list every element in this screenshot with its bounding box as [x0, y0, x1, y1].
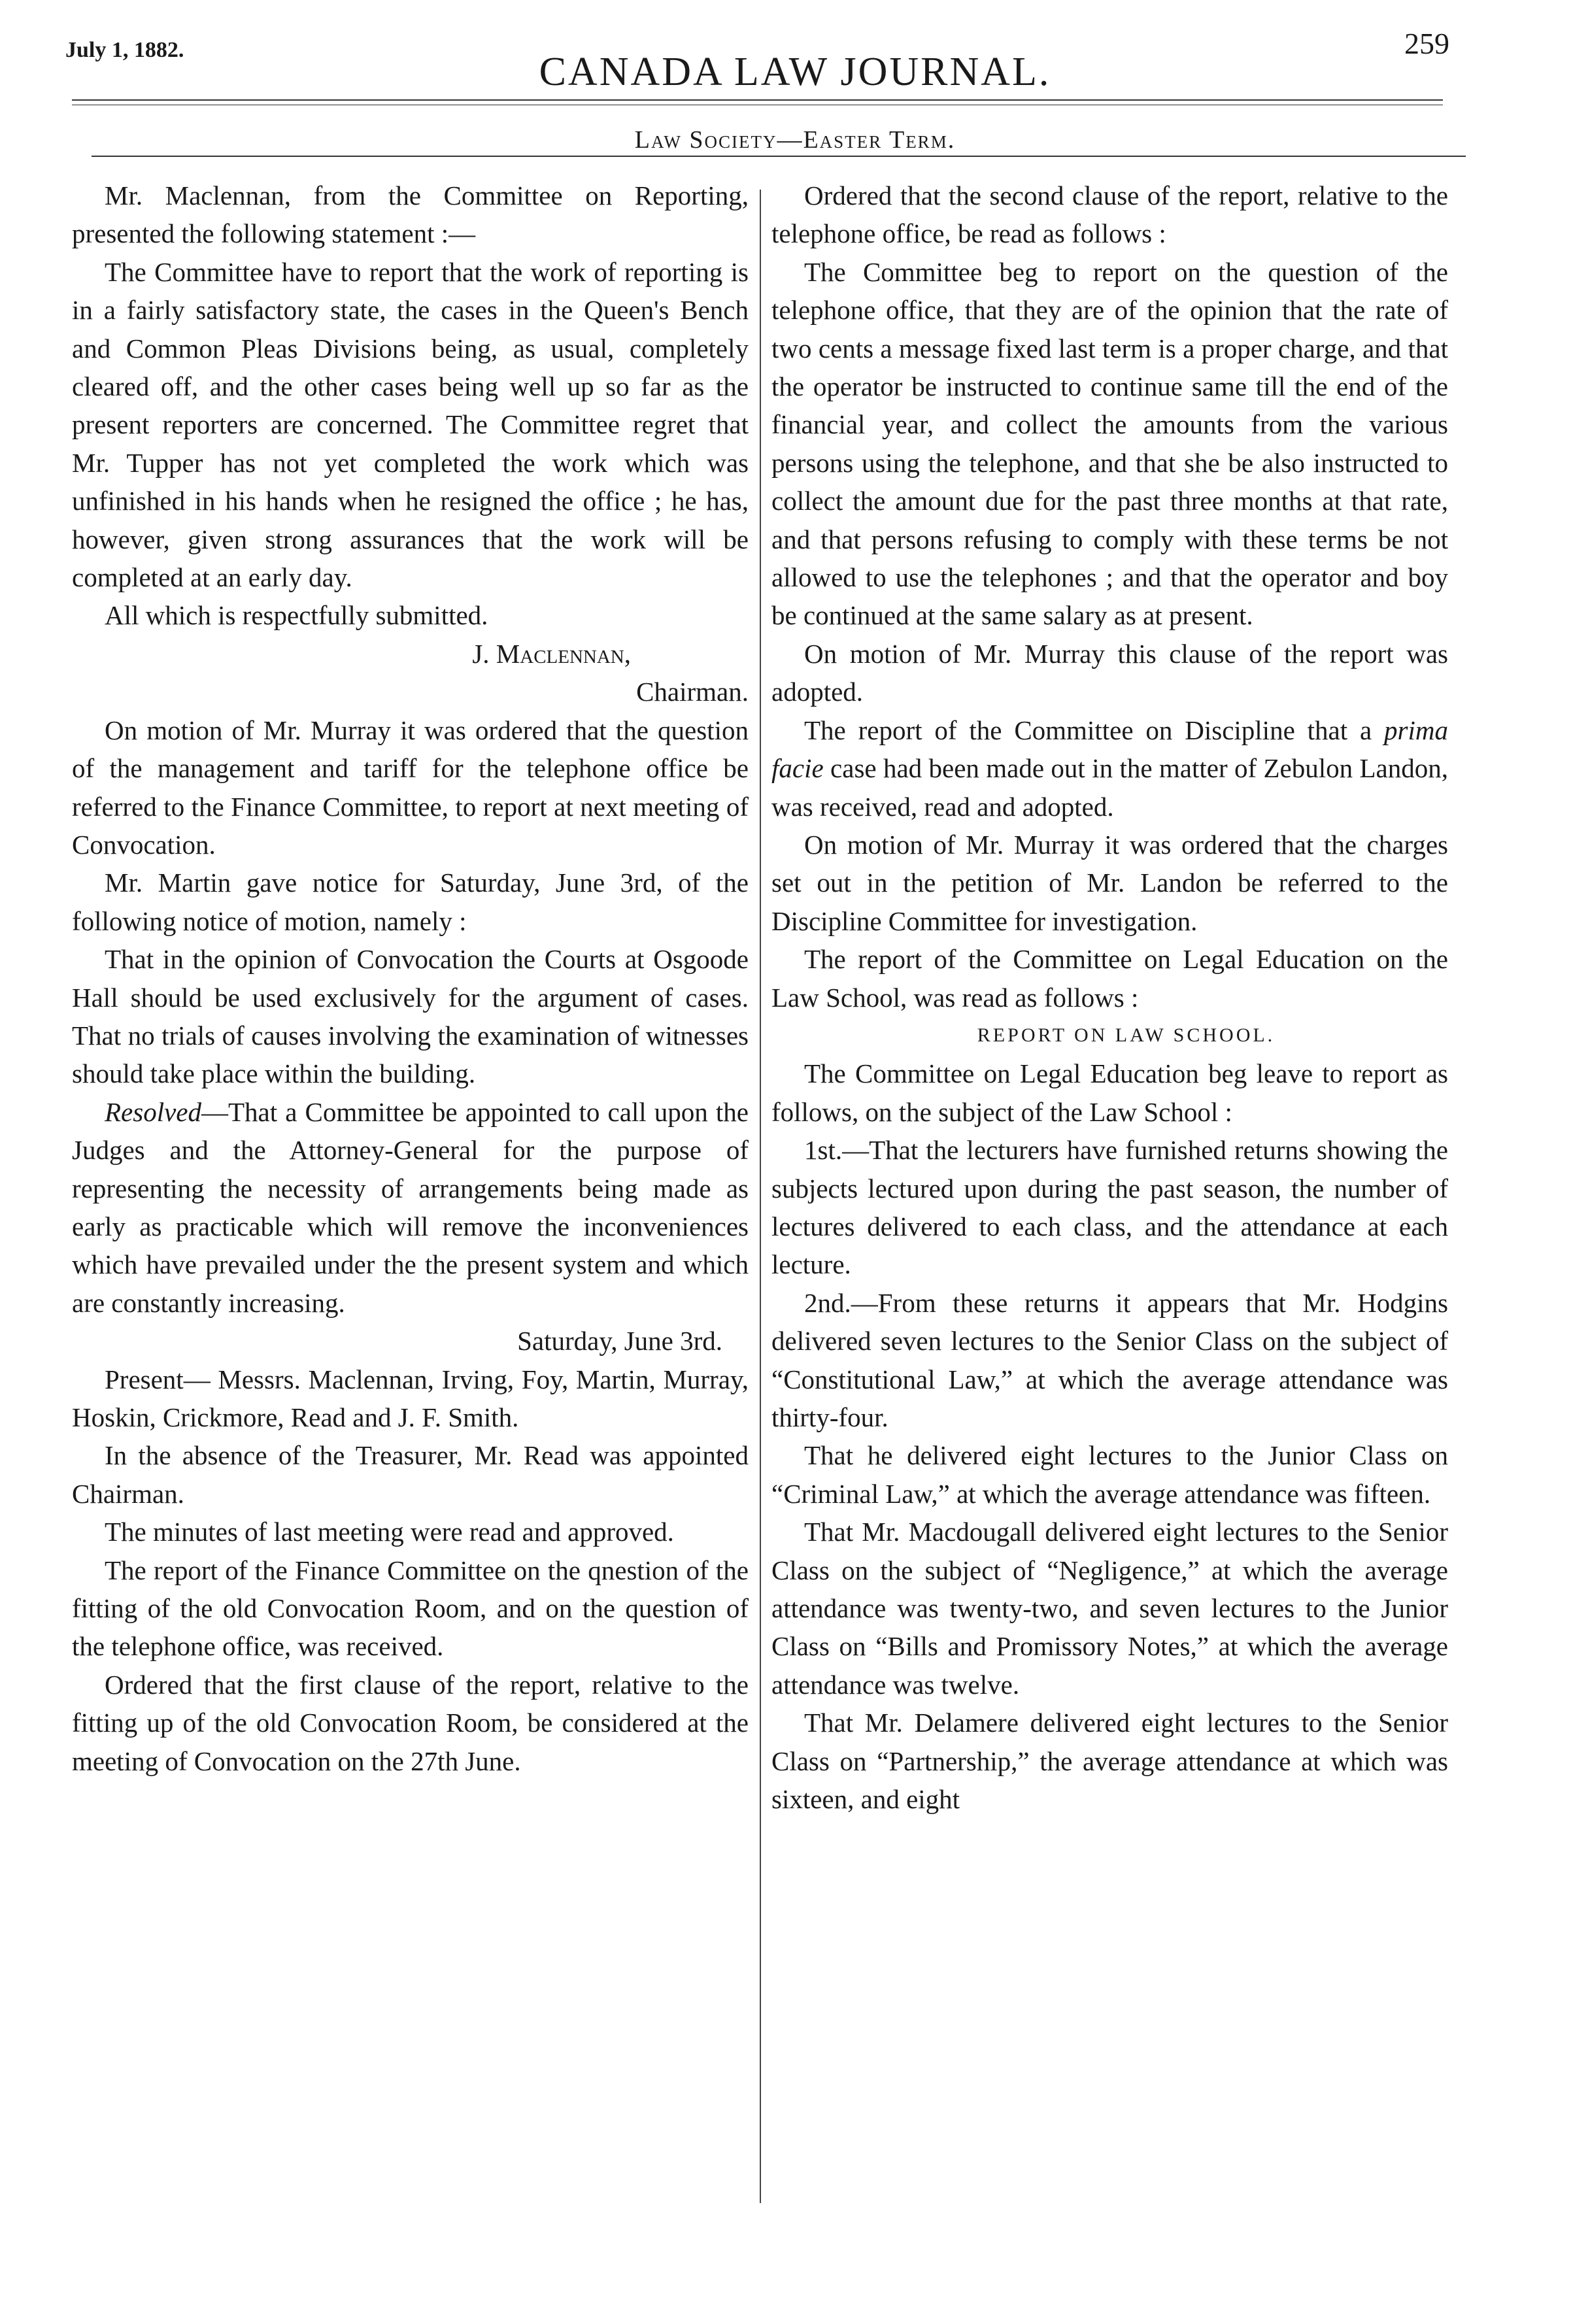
- paragraph: That he delivered eight lectures to the Junior Class on “Criminal Law,” at which the average attendance was fifteen.: [771, 1440, 1448, 1509]
- paragraph: In the absence of the Treasurer, Mr. Read was appointed Chairman.: [72, 1440, 749, 1509]
- paragraph: The report of the Committee on Legal Education on the Law School, was read as follows :: [771, 944, 1448, 1013]
- subheading: REPORT ON LAW SCHOOL.: [977, 1024, 1276, 1046]
- signature-title: Chairman.: [636, 677, 749, 707]
- resolved-label: Resolved: [105, 1096, 201, 1127]
- page-number: 259: [1404, 27, 1449, 60]
- issue-date: July 1, 1882.: [65, 38, 184, 62]
- paragraph: 2nd.—From these returns it appears that Mr. Hodgins delivered seven lectures to the Senior Class on the subject of “Constitutional Law,” at which the average attendance was thirty-four.: [771, 1287, 1448, 1432]
- paragraph: 1st.—That the lecturers have furnished returns showing the subjects lectured upon during the past season, the number of lectures delivered to each class, and the attendance at each lecture.: [771, 1135, 1448, 1280]
- text-run: case had been made out in the matter of Zebulon Landon, was received, read and adopted.: [771, 753, 1448, 822]
- section-heading: Law Society—Easter Term.: [634, 126, 956, 154]
- paragraph: The report of the Finance Committee on the qnestion of the fitting of the old Convocation Room, and on the question of the telephone office, was received.: [72, 1555, 749, 1662]
- paragraph: Mr. Martin gave notice for Saturday, June 3rd, of the following notice of motion, namely :: [72, 867, 749, 936]
- paragraph: The Committee on Legal Education beg leave to report as follows, on the subject of the Law School :: [771, 1058, 1448, 1127]
- text-run: The report of the Committee on Discipline that a: [804, 715, 1385, 745]
- paragraph: Ordered that the second clause of the report, relative to the telephone office, be read as follows :: [771, 180, 1448, 249]
- left-column: [72, 177, 749, 1780]
- paragraph: The minutes of last meeting were read and approved.: [105, 1517, 674, 1547]
- right-column: [771, 177, 1448, 1818]
- paragraph: Present— Messrs. Maclennan, Irving, Foy, Martin, Murray, Hoskin, Crickmore, Read and J. F. Smith.: [72, 1364, 749, 1432]
- paragraph: Ordered that the first clause of the report, relative to the fitting up of the old Convocation Room, be considered at the meeting of Convocation on the 27th June.: [72, 1669, 749, 1776]
- resolution-text: —That a Committee be appointed to call upon the Judges and the Attorney-General for the purpose of representing the necessity of arrangements being made as early as practicable which will remove the inconveniences which have prevailed under the the present system and which are constantly increasing.: [72, 1096, 749, 1318]
- paragraph: That Mr. Macdougall delivered eight lectures to the Senior Class on the subject of “Negligence,” at which the average attendance was twenty-two, and seven lectures to the Junior Class on “Bills and Promissory Notes,” at which the average attendance was twelve.: [771, 1517, 1448, 1700]
- resolution-paragraph: [72, 1093, 749, 1322]
- paragraph: That in the opinion of Convocation the Courts at Osgoode Hall should be used exclusively for the argument of cases. That no trials of causes involving the examination of witnesses should take place within the building.: [72, 944, 749, 1089]
- meeting-date: Saturday, June 3rd.: [517, 1326, 722, 1356]
- section-rule: [92, 156, 1466, 157]
- paragraph: On motion of Mr. Murray it was ordered that the question of the management and tariff for the telephone office be referred to the Finance Committee, to report at next meeting of Convocation.: [72, 715, 749, 860]
- paragraph: On motion of Mr. Murray this clause of the report was adopted.: [771, 638, 1448, 707]
- header-rule: [72, 99, 1443, 101]
- journal-title: CANADA LAW JOURNAL.: [539, 50, 1051, 94]
- paragraph: That Mr. Delamere delivered eight lectures to the Senior Class on “Partnership,” the average attendance at which was sixteen, and eight: [771, 1708, 1448, 1815]
- paragraph: On motion of Mr. Murray it was ordered that the charges set out in the petition of Mr. Landon be referred to the Discipline Committee for investigation.: [771, 829, 1448, 936]
- paragraph: The Committee have to report that the work of reporting is in a fairly satisfactory state, the cases in the Queen's Bench and Common Pleas Divisions being, as usual, completely cleared off, and the other cases being well up so far as the present reporters are concerned. The Committee regret that Mr. Tupper has not yet completed the work which was unfinished in his hands when he resigned the office ; he has, however, given strong assurances that the work will be completed at an early day.: [72, 256, 749, 593]
- paragraph: The Committee beg to report on the question of the telephone office, that they are of the opinion that the rate of two cents a message fixed last term is a proper charge, and that the operator be instructed to continue same till the end of the financial year, and collect the amounts from the various persons using the telephone, and that she be also instructed to collect the amount due for the past three months at that rate, and that persons refusing to comply with these terms be not allowed to use the telephones ; and that the operator and boy be continued at the same salary as at present.: [771, 256, 1448, 631]
- paragraph: All which is respectfully submitted.: [105, 600, 488, 631]
- signature-name: J. Maclennan,: [472, 638, 631, 669]
- italic-term: prima facie: [771, 715, 1448, 784]
- paragraph: [771, 711, 1448, 826]
- paragraph: Mr. Maclennan, from the Committee on Reporting, presented the following statement :—: [72, 180, 749, 249]
- column-divider: [760, 190, 761, 2203]
